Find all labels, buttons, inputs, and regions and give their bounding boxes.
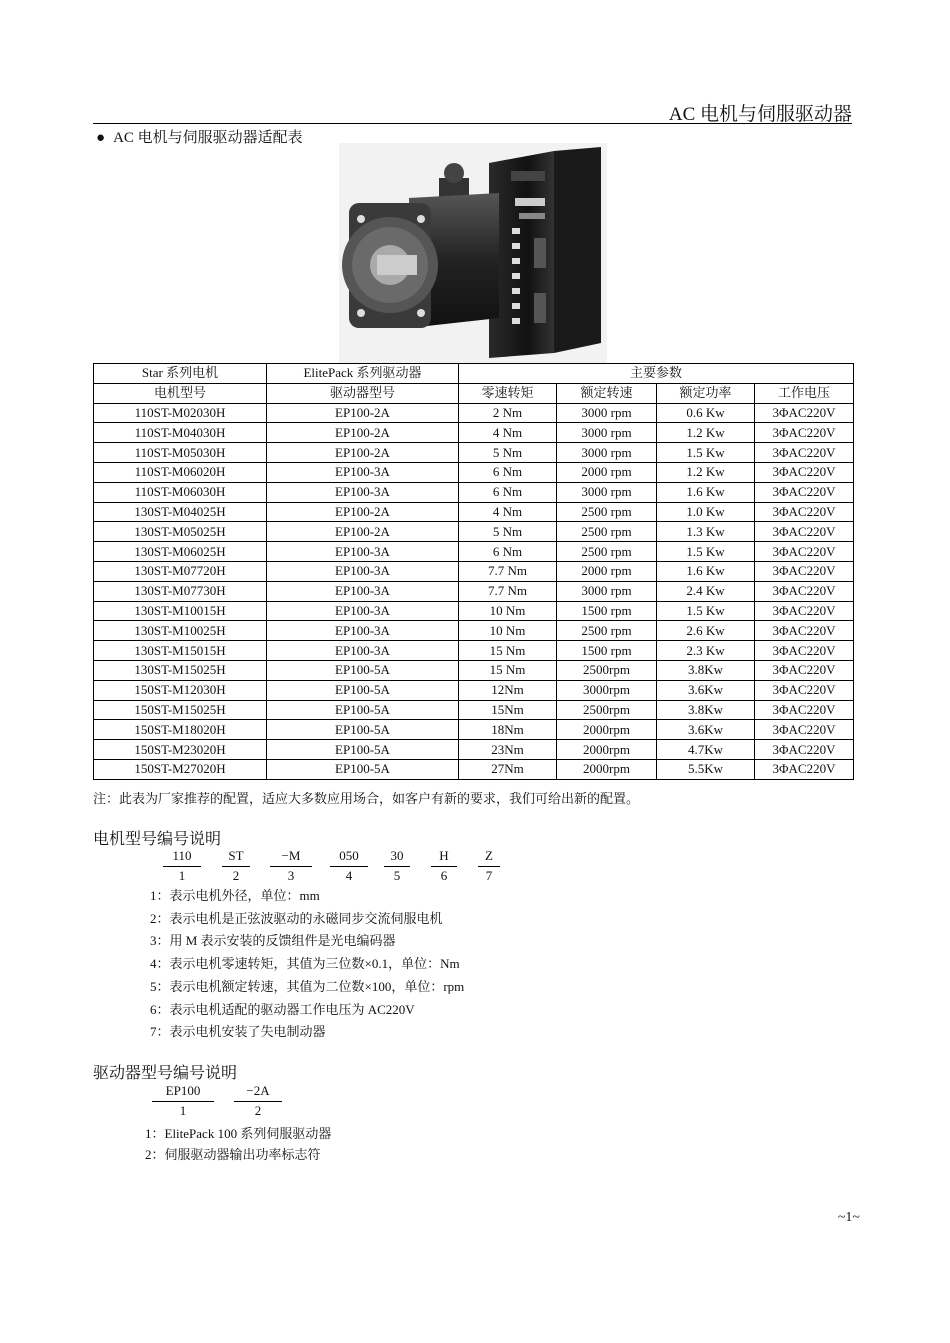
table-row bbox=[94, 502, 854, 522]
table-group-header: ElitePack 系列驱动器 bbox=[267, 364, 459, 384]
table-cell: EP100-3A bbox=[267, 542, 459, 562]
table-cell: 3ΦAC220V bbox=[755, 720, 854, 740]
table-cell: 27Nm bbox=[459, 759, 557, 779]
table-cell: 3000 rpm bbox=[557, 581, 657, 601]
table-cell: 3ΦAC220V bbox=[755, 462, 854, 482]
table-cell: EP100-5A bbox=[267, 720, 459, 740]
table-row bbox=[94, 759, 854, 779]
table-cell: EP100-3A bbox=[267, 581, 459, 601]
code-part-code: −2A bbox=[234, 1083, 282, 1102]
table-cell: 4 Nm bbox=[459, 423, 557, 443]
table-cell: 130ST-M05025H bbox=[94, 522, 267, 542]
table-cell: 3ΦAC220V bbox=[755, 700, 854, 720]
code-part-index: 1 bbox=[179, 1103, 187, 1118]
table-cell: 4 Nm bbox=[459, 502, 557, 522]
table-cell: 6 Nm bbox=[459, 482, 557, 502]
table-cell: 3ΦAC220V bbox=[755, 423, 854, 443]
table-cell: 130ST-M07730H bbox=[94, 581, 267, 601]
code-part-code: Z bbox=[478, 848, 500, 867]
table-cell: 3ΦAC220V bbox=[755, 759, 854, 779]
table-cell: 3000 rpm bbox=[557, 403, 657, 423]
table-row bbox=[94, 680, 854, 700]
table-cell: 12Nm bbox=[459, 680, 557, 700]
table-cell: 150ST-M27020H bbox=[94, 759, 267, 779]
table-cell: 1.2 Kw bbox=[657, 462, 755, 482]
table-cell: 3.6Kw bbox=[657, 720, 755, 740]
table-cell: 3ΦAC220V bbox=[755, 482, 854, 502]
motor-drive-table bbox=[93, 363, 854, 780]
code-part-code: H bbox=[431, 848, 457, 867]
table-cell: EP100-5A bbox=[267, 660, 459, 680]
table-row bbox=[94, 403, 854, 423]
table-cell: 3ΦAC220V bbox=[755, 660, 854, 680]
table-cell: 3000 rpm bbox=[557, 482, 657, 502]
code-description: 5：表示电机额定转速，其值为二位数×100，单位：rpm bbox=[150, 978, 465, 994]
table-group-header: 主要参数 bbox=[459, 364, 854, 384]
table-cell: 4.7Kw bbox=[657, 740, 755, 760]
table-row bbox=[94, 561, 854, 581]
table-cell: 3000rpm bbox=[557, 680, 657, 700]
table-cell: 2500 rpm bbox=[557, 502, 657, 522]
page-header-title: AC 电机与伺服驱动器 bbox=[668, 104, 852, 125]
table-row bbox=[94, 621, 854, 641]
table-cell: 3ΦAC220V bbox=[755, 542, 854, 562]
code-part-index: 2 bbox=[232, 868, 240, 883]
table-row bbox=[94, 660, 854, 680]
page-number: ~1~ bbox=[837, 1210, 860, 1225]
table-cell: 1.2 Kw bbox=[657, 423, 755, 443]
code-part bbox=[222, 848, 250, 884]
table-cell: 2500 rpm bbox=[557, 522, 657, 542]
table-cell: 3.6Kw bbox=[657, 680, 755, 700]
table-cell: EP100-2A bbox=[267, 502, 459, 522]
table-cell: 1.0 Kw bbox=[657, 502, 755, 522]
table-cell: 5.5Kw bbox=[657, 759, 755, 779]
table-cell: 7.7 Nm bbox=[459, 581, 557, 601]
section-title bbox=[96, 126, 303, 147]
table-cell: 5 Nm bbox=[459, 522, 557, 542]
code-part-code: 110 bbox=[163, 848, 201, 867]
code-description: 7：表示电机安装了失电制动器 bbox=[150, 1024, 326, 1040]
code-description: 2：伺服驱动器输出功率标志符 bbox=[145, 1147, 321, 1162]
table-cell: 2.6 Kw bbox=[657, 621, 755, 641]
table-cell: 1.3 Kw bbox=[657, 522, 755, 542]
code-part bbox=[431, 848, 457, 884]
table-row bbox=[94, 601, 854, 621]
code-part-index: 2 bbox=[254, 1103, 262, 1118]
table-cell: 2500rpm bbox=[557, 660, 657, 680]
table-cell: 3000 rpm bbox=[557, 443, 657, 463]
code-part-index: 3 bbox=[287, 868, 295, 883]
table-cell: 2000rpm bbox=[557, 740, 657, 760]
table-cell: 3ΦAC220V bbox=[755, 522, 854, 542]
table-cell: 6 Nm bbox=[459, 462, 557, 482]
code-description: 6：表示电机适配的驱动器工作电压为 AC220V bbox=[150, 1001, 415, 1017]
code-part bbox=[270, 848, 312, 884]
table-cell: 150ST-M15025H bbox=[94, 700, 267, 720]
table-row bbox=[94, 581, 854, 601]
table-cell: 3ΦAC220V bbox=[755, 581, 854, 601]
table-cell: 1.5 Kw bbox=[657, 443, 755, 463]
table-column-header: 额定转速 bbox=[557, 383, 657, 403]
motor-code-title: 电机型号编号说明 bbox=[93, 831, 222, 848]
code-part bbox=[384, 848, 410, 884]
code-part bbox=[330, 848, 368, 884]
code-part-index: 7 bbox=[485, 868, 493, 883]
table-cell: EP100-5A bbox=[267, 700, 459, 720]
table-cell: EP100-2A bbox=[267, 423, 459, 443]
table-cell: 2500rpm bbox=[557, 700, 657, 720]
table-row bbox=[94, 700, 854, 720]
code-part-code: −M bbox=[270, 848, 312, 867]
table-cell: 2500 rpm bbox=[557, 621, 657, 641]
table-cell: 1.6 Kw bbox=[657, 561, 755, 581]
table-cell: 10 Nm bbox=[459, 621, 557, 641]
table-column-header: 零速转矩 bbox=[459, 383, 557, 403]
code-part bbox=[234, 1083, 282, 1119]
table-row bbox=[94, 641, 854, 661]
table-cell: 150ST-M18020H bbox=[94, 720, 267, 740]
table-cell: 0.6 Kw bbox=[657, 403, 755, 423]
table-cell: 23Nm bbox=[459, 740, 557, 760]
table-cell: 7.7 Nm bbox=[459, 561, 557, 581]
code-description: 2：表示电机是正弦波驱动的永磁同步交流伺服电机 bbox=[150, 910, 443, 926]
table-cell: 130ST-M07720H bbox=[94, 561, 267, 581]
table-column-header: 电机型号 bbox=[94, 383, 267, 403]
table-cell: 1500 rpm bbox=[557, 641, 657, 661]
table-cell: 3ΦAC220V bbox=[755, 740, 854, 760]
table-cell: 1.6 Kw bbox=[657, 482, 755, 502]
table-cell: 3ΦAC220V bbox=[755, 621, 854, 641]
table-row bbox=[94, 522, 854, 542]
servo-drive-image bbox=[489, 147, 601, 358]
table-cell: EP100-3A bbox=[267, 621, 459, 641]
product-photo bbox=[339, 143, 607, 363]
table-cell: EP100-3A bbox=[267, 482, 459, 502]
table-cell: 130ST-M04025H bbox=[94, 502, 267, 522]
table-cell: 3ΦAC220V bbox=[755, 561, 854, 581]
code-part-code: 30 bbox=[384, 848, 410, 867]
table-cell: 130ST-M10015H bbox=[94, 601, 267, 621]
table-cell: 2500 rpm bbox=[557, 542, 657, 562]
table-cell: 18Nm bbox=[459, 720, 557, 740]
table-cell: 2 Nm bbox=[459, 403, 557, 423]
table-cell: 15 Nm bbox=[459, 641, 557, 661]
table-cell: 2.3 Kw bbox=[657, 641, 755, 661]
table-cell: 130ST-M06025H bbox=[94, 542, 267, 562]
table-cell: EP100-2A bbox=[267, 403, 459, 423]
table-cell: 2.4 Kw bbox=[657, 581, 755, 601]
table-cell: 15 Nm bbox=[459, 660, 557, 680]
table-cell: 3ΦAC220V bbox=[755, 502, 854, 522]
code-part-code: EP100 bbox=[152, 1083, 214, 1102]
code-part-index: 1 bbox=[178, 868, 186, 883]
code-part-index: 6 bbox=[440, 868, 448, 883]
table-row bbox=[94, 443, 854, 463]
code-description: 1：表示电机外径，单位：mm bbox=[150, 888, 320, 903]
table-cell: EP100-2A bbox=[267, 443, 459, 463]
table-cell: 15Nm bbox=[459, 700, 557, 720]
table-cell: 3.8Kw bbox=[657, 700, 755, 720]
table-cell: 5 Nm bbox=[459, 443, 557, 463]
table-cell: 110ST-M06020H bbox=[94, 462, 267, 482]
table-cell: 1.5 Kw bbox=[657, 542, 755, 562]
table-cell: 110ST-M04030H bbox=[94, 423, 267, 443]
table-cell: 3000 rpm bbox=[557, 423, 657, 443]
table-row bbox=[94, 720, 854, 740]
table-cell: 110ST-M02030H bbox=[94, 403, 267, 423]
table-column-header: 驱动器型号 bbox=[267, 383, 459, 403]
table-row bbox=[94, 423, 854, 443]
header-rule bbox=[93, 123, 852, 124]
table-cell: 2000 rpm bbox=[557, 561, 657, 581]
table-row bbox=[94, 462, 854, 482]
table-cell: 150ST-M23020H bbox=[94, 740, 267, 760]
table-cell: 2000rpm bbox=[557, 720, 657, 740]
table-cell: 2000rpm bbox=[557, 759, 657, 779]
table-cell: 3ΦAC220V bbox=[755, 601, 854, 621]
table-cell: 130ST-M10025H bbox=[94, 621, 267, 641]
table-cell: 3.8Kw bbox=[657, 660, 755, 680]
code-part-index: 5 bbox=[393, 868, 401, 883]
table-cell: 3ΦAC220V bbox=[755, 680, 854, 700]
table-cell: EP100-5A bbox=[267, 759, 459, 779]
table-cell: 6 Nm bbox=[459, 542, 557, 562]
table-group-header: Star 系列电机 bbox=[94, 364, 267, 384]
code-description: 3：用 M 表示安装的反馈组件是光电编码器 bbox=[150, 933, 396, 949]
table-cell: EP100-3A bbox=[267, 561, 459, 581]
table-cell: 2000 rpm bbox=[557, 462, 657, 482]
table-cell: EP100-3A bbox=[267, 462, 459, 482]
code-part-code: ST bbox=[222, 848, 250, 867]
table-cell: EP100-5A bbox=[267, 740, 459, 760]
table-row bbox=[94, 482, 854, 502]
table-cell: 130ST-M15025H bbox=[94, 660, 267, 680]
table-cell: EP100-5A bbox=[267, 680, 459, 700]
table-column-header: 工作电压 bbox=[755, 383, 854, 403]
table-row bbox=[94, 740, 854, 760]
bullet-icon: ● bbox=[96, 130, 106, 146]
code-part bbox=[478, 848, 500, 884]
table-row bbox=[94, 542, 854, 562]
table-cell: 1500 rpm bbox=[557, 601, 657, 621]
code-description: 1：ElitePack 100 系列伺服驱动器 bbox=[145, 1126, 332, 1141]
driver-code-title: 驱动器型号编号说明 bbox=[93, 1065, 238, 1082]
code-part-code: 050 bbox=[330, 848, 368, 867]
table-column-header: 额定功率 bbox=[657, 383, 755, 403]
code-part bbox=[152, 1083, 214, 1119]
section-title-text: AC 电机与伺服驱动器适配表 bbox=[113, 130, 303, 146]
table-cell: 150ST-M12030H bbox=[94, 680, 267, 700]
table-cell: 10 Nm bbox=[459, 601, 557, 621]
table-note: 注：此表为厂家推荐的配置，适应大多数应用场合，如客户有新的要求，我们可给出新的配置。 bbox=[93, 791, 640, 806]
code-part bbox=[163, 848, 201, 884]
code-part-index: 4 bbox=[345, 868, 353, 883]
table-cell: 110ST-M06030H bbox=[94, 482, 267, 502]
table-cell: EP100-3A bbox=[267, 601, 459, 621]
table-cell: 130ST-M15015H bbox=[94, 641, 267, 661]
table-cell: 3ΦAC220V bbox=[755, 641, 854, 661]
table-cell: EP100-3A bbox=[267, 641, 459, 661]
table-cell: 110ST-M05030H bbox=[94, 443, 267, 463]
table-cell: 3ΦAC220V bbox=[755, 403, 854, 423]
table-cell: EP100-2A bbox=[267, 522, 459, 542]
table-cell: 3ΦAC220V bbox=[755, 443, 854, 463]
table-cell: 1.5 Kw bbox=[657, 601, 755, 621]
code-description: 4：表示电机零速转矩，其值为三位数×0.1，单位：Nm bbox=[150, 956, 460, 972]
